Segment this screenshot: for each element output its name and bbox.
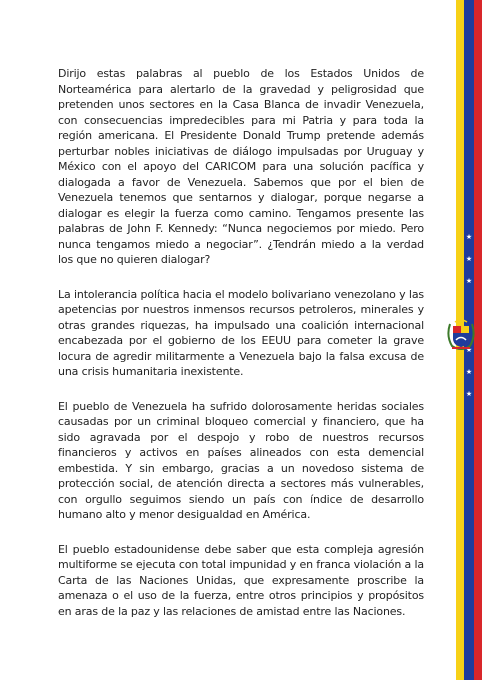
star-icon: ★ — [465, 390, 473, 398]
star-icon: ★ — [465, 277, 473, 285]
paragraph-2: La intolerancia política hacia el modelo bolivariano venezolano y las apetencias por nuestros inmensos recursos petroleros, minerales y otras grandes riquezas, ha impulsado una coalición internacional encabezada por el gobierno de los EEUU para cometer la grave locura de agredir militarmente a Venezuela bajo la falsa excusa de una crisis humanitaria inexistente. — [58, 287, 424, 378]
star-icon: ★ — [465, 255, 473, 263]
venezuela-coat-of-arms-icon — [446, 318, 476, 352]
letter-body — [58, 66, 424, 638]
star-icon: ★ — [465, 368, 473, 376]
paragraph-1: Dirijo estas palabras al pueblo de los Estados Unidos de Norteamérica para alertarlo de la gravedad y peligrosidad que pretenden unos sectores en la Casa Blanca de invadir Venezuela, con consecuencias impredecibles para mi Patria y para toda la región americana. El Presidente Donald Trump pretende además perturbar nobles iniciativas de diálogo impulsadas por Uruguay y México con el apoyo del CARICOM para una solución pacífica y dialogada a favor de Venezuela. Sabemos que por el bien de Venezuela tenemos que sentarnos y dialogar, porque negarse a dialogar es elegir la fuerza como camino. Tengamos presente las palabras de John F. Kennedy: “Nunca negociemos por miedo. Pero nunca tengamos miedo a negociar”. ¿Tendrán miedo a la verdad los que no quieren dialogar? — [58, 67, 424, 266]
paragraph-3: El pueblo de Venezuela ha sufrido dolorosamente heridas sociales causadas por un criminal bloqueo comercial y financiero, que ha sido agravada por el despojo y robo de nuestros recursos financieros y activos en países alineados con esta demencial embestida. Y sin embargo, gracias a un novedoso sistema de protección social, de atención directa a sectores más vulnerables, con orgullo seguimos siendo un país con índice de desarrollo humano alto y menor desigualdad en América. — [58, 399, 424, 521]
flag-stars — [464, 234, 474, 398]
star-icon: ★ — [465, 233, 473, 241]
paragraph-4: El pueblo estadounidense debe saber que esta compleja agresión multiforme se ejecuta con total impunidad y en franca violación a la Carta de las Naciones Unidas, que expresamente proscribe la amenaza o el uso de la fuerza, entre otros principios y propósitos en aras de la paz y las relaciones de amistad entre las Naciones. — [58, 542, 424, 618]
star-icon: ★ — [465, 346, 473, 354]
